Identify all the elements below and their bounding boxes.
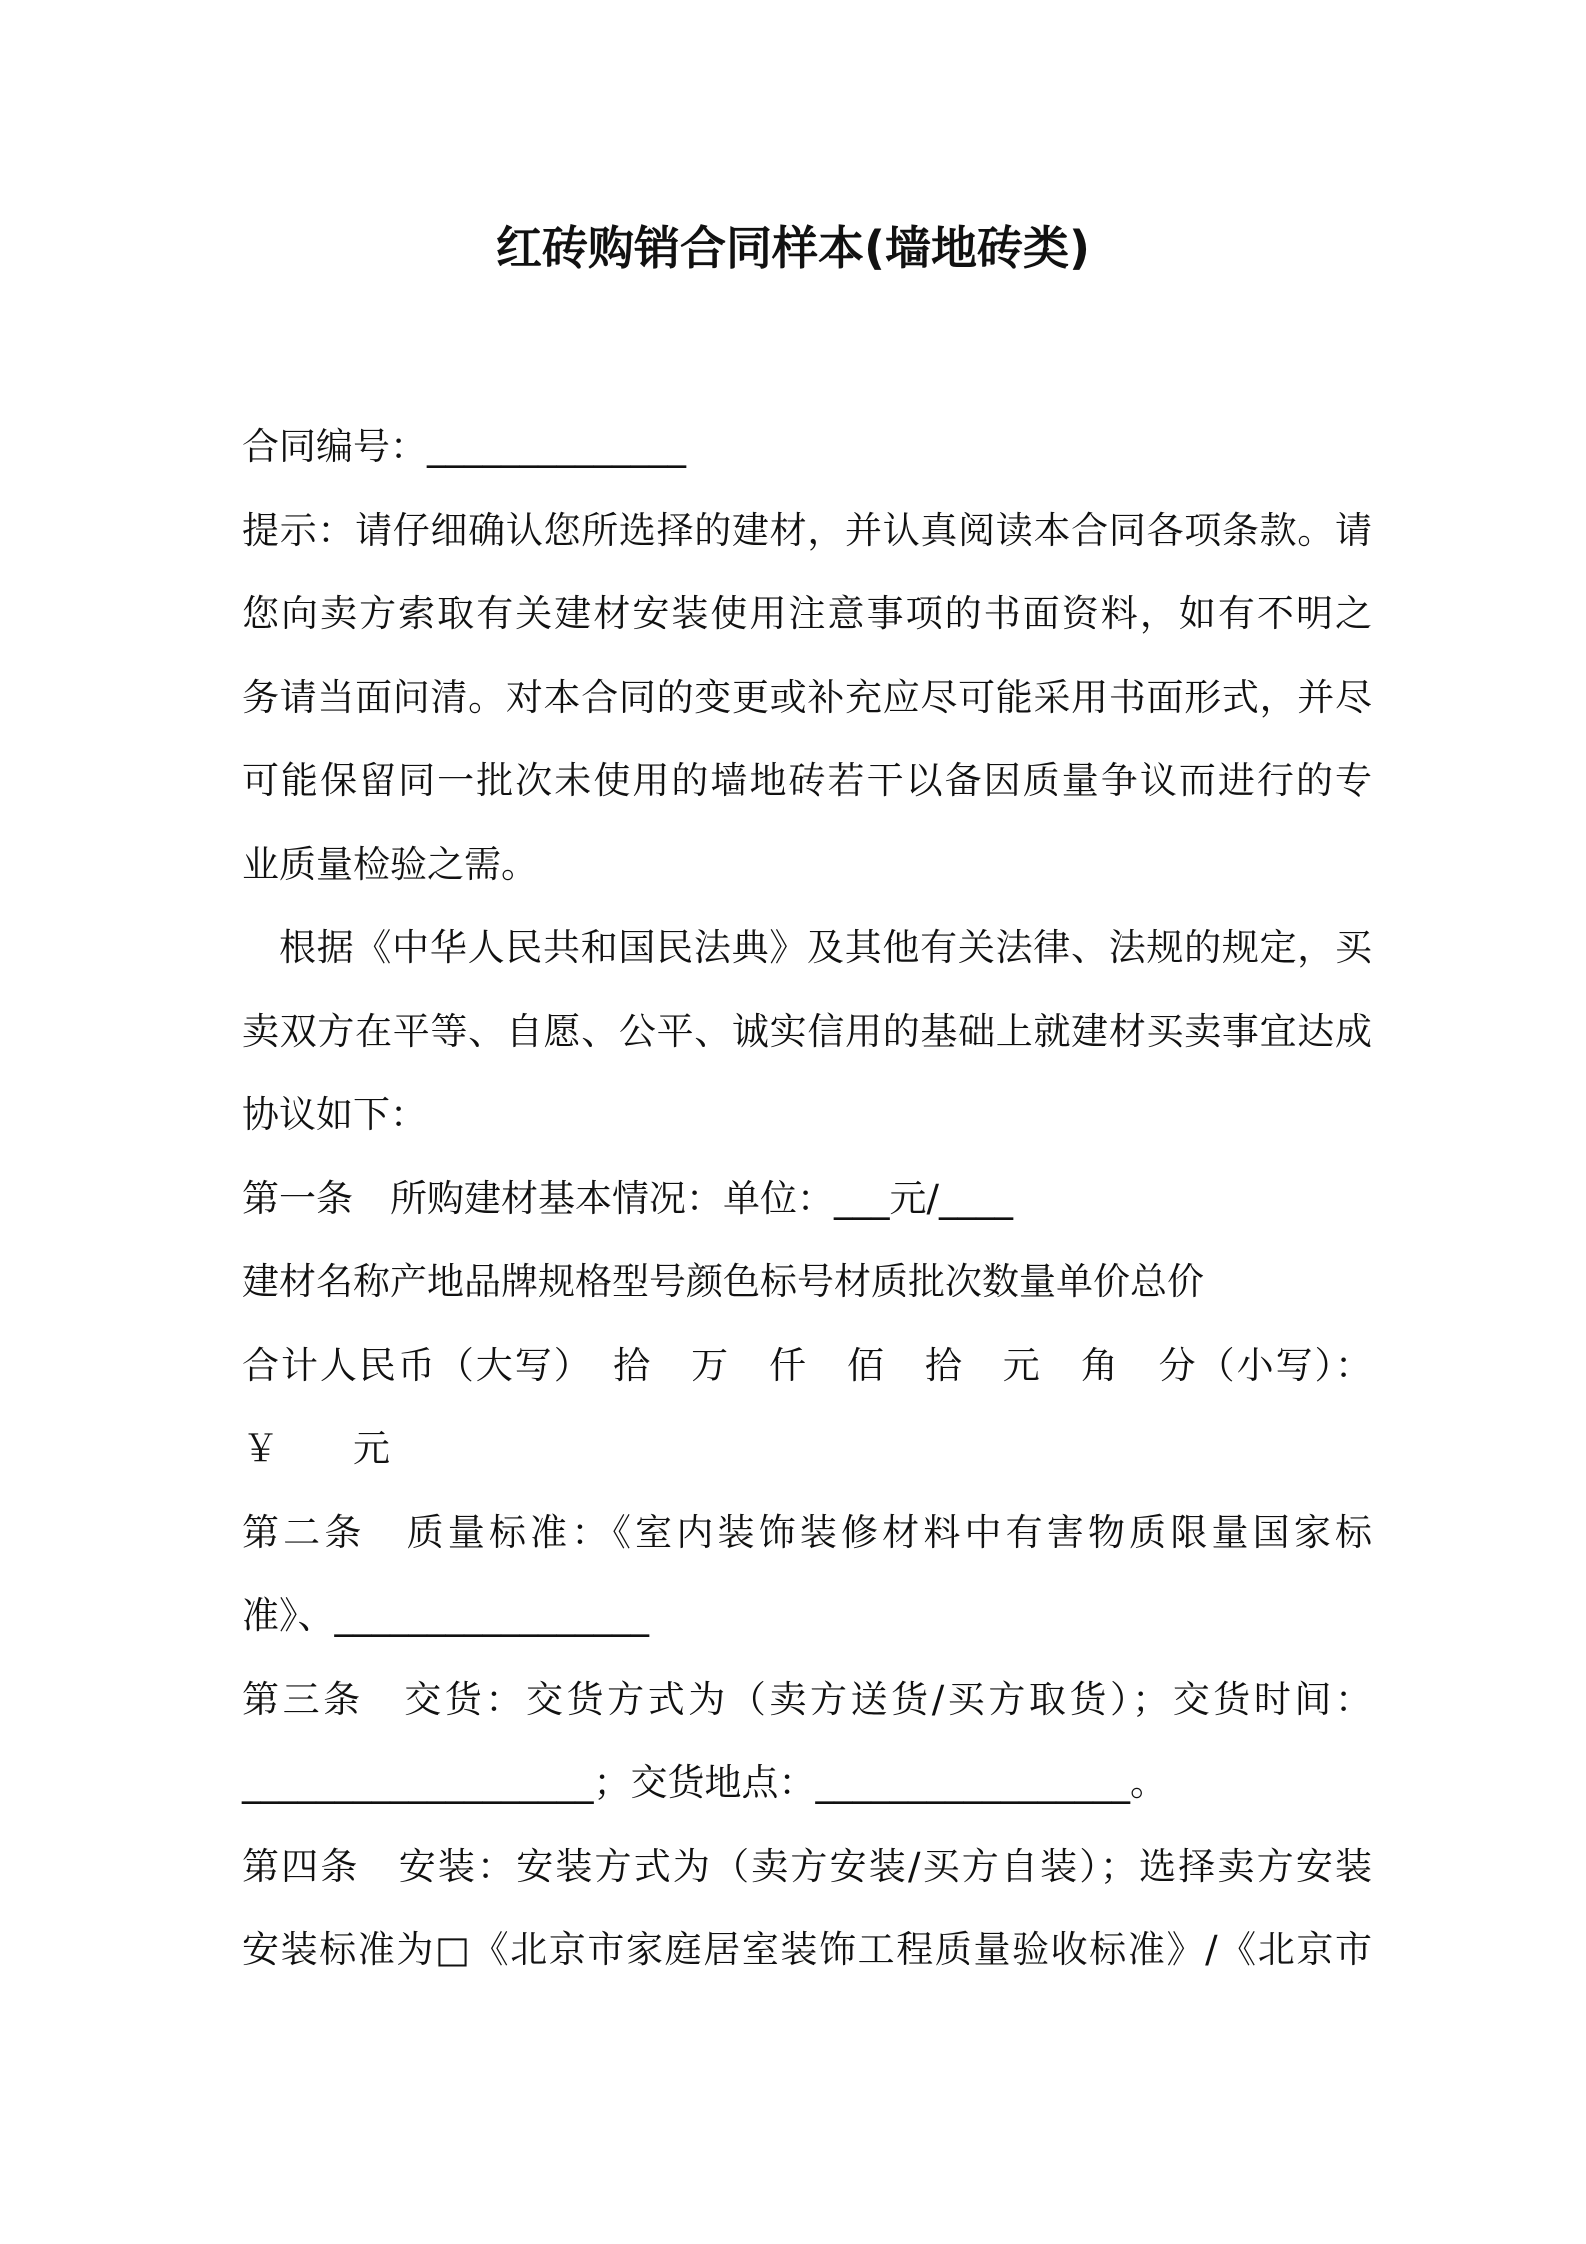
total-amount-line: 合计人民币（大写） 拾 万 仟 佰 拾 元 角 分（小写）： [242,1343,1372,1387]
notice-line: 可能保留同一批次未使用的墙地砖若干以备因质量争议而进行的专 [242,759,1372,802]
article-2-line: 第二条 质量标准：《室内装饰装修材料中有害物质限量国家标 [242,1510,1372,1554]
preamble-line: 根据《中华人民共和国民法典》及其他有关法律、法规的规定，买 [279,926,1372,969]
article-3-line: 第三条 交货：交货方式为（卖方送货/买方取货）；交货时间： [242,1677,1372,1721]
table-header-line: 建材名称产地品牌规格型号颜色标号材质批次数量单价总价 [242,1260,1204,1303]
contract-number-line: 合同编号：______________ [242,425,686,468]
document-title: 红砖购销合同样本(墙地砖类) [495,221,1091,275]
article-2-line: 准》、_________________ [242,1594,649,1637]
notice-line: 务请当面问清。对本合同的变更或补充应尽可能采用书面形式，并尽 [242,675,1372,719]
notice-line: 业质量检验之需。 [242,842,538,886]
article-4-line: 第四条 安装：安装方式为（卖方安装/买方自装）；选择卖方安装 [242,1844,1372,1888]
preamble-line: 卖双方在平等、自愿、公平、诚实信用的基础上就建材买卖事宜达成 [242,1009,1372,1053]
article-3-line: ___________________；交货地点：_________________。 [242,1761,1167,1804]
yuan-line: ￥ 元 [242,1427,390,1470]
preamble-line: 协议如下： [242,1093,427,1136]
notice-line: 提示：请仔细确认您所选择的建材，并认真阅读本合同各项条款。请 [242,508,1372,552]
notice-line: 您向卖方索取有关建材安装使用注意事项的书面资料，如有不明之 [242,592,1372,635]
document-body [242,405,1372,1992]
article-1-line: 第一条 所购建材基本情况：单位：___元/____ [242,1176,1013,1220]
article-4-line: 安装标准为□《北京市家庭居室装饰工程质量验收标准》/《北京市 [242,1928,1372,1971]
